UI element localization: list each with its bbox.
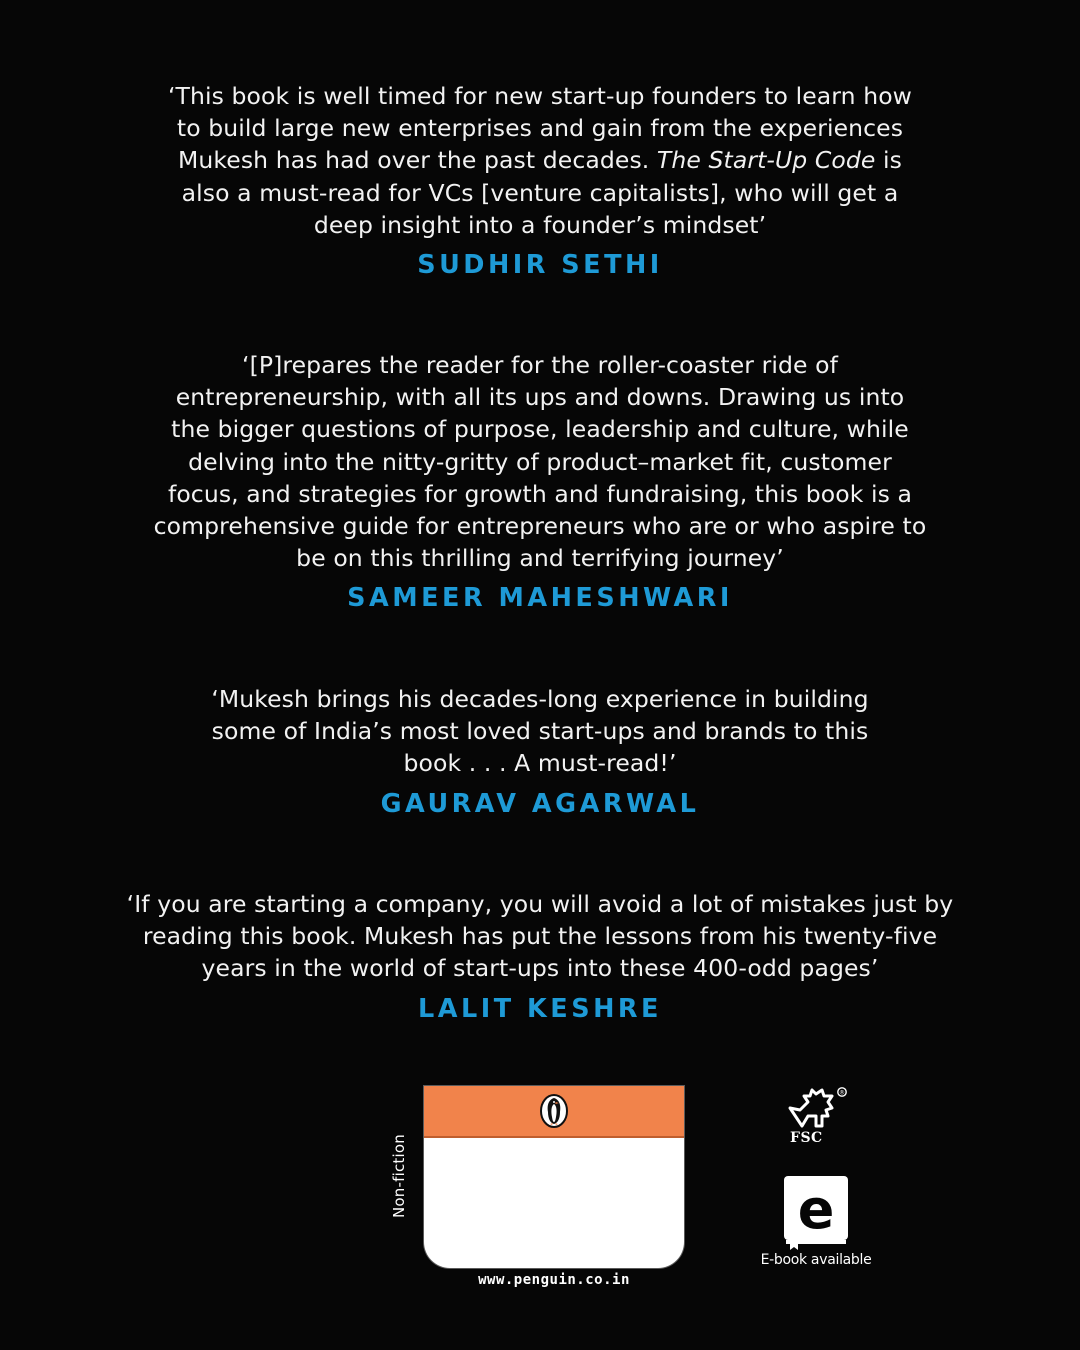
quote-block-4 (0, 888, 1080, 1024)
quote-text: ‘Mukesh brings his decades-long experience in building some of India’s most loved start-ups and brands to this book . . . A must-read!’ (211, 685, 869, 778)
publisher-panel (424, 1086, 684, 1268)
quote-text: ‘[P]repares the reader for the roller-coaster ride of entrepreneurship, with all its ups and downs. Drawing us into the bigger questions of purpose, leadership and culture, while delving into the nitty-gritty of product–market fit, customer focus, and strategies for growth and fundraising, this book is a comprehensive guide for entrepreneurs who are or who aspire to be on this thrilling and terrifying journey’ (153, 351, 927, 573)
quote-block-3 (0, 683, 1080, 819)
quote-text: ‘If you are starting a company, you will avoid a lot of mistakes just by reading this book. Mukesh has put the lessons from his twenty-five years in the world of start-ups into these 400-odd pages’ (126, 890, 954, 983)
quote-text: ‘This book is well timed for new start-up founders to learn how to build large new enterprises and gain from the experiences Mukesh has had over the past decades. The Start-Up Code is also a must-read for VCs [venture capitalists], who will get a deep insight into a founder’s mindset’ (167, 82, 912, 239)
quote-author: GAURAV AGARWAL (380, 788, 700, 819)
publisher-website: www.penguin.co.in (478, 1272, 630, 1288)
quote-block-2 (0, 349, 1080, 613)
penguin-logo-icon (540, 1094, 568, 1128)
quote-author: LALIT KESHRE (418, 993, 662, 1024)
fsc-label: FSC (790, 1130, 823, 1146)
svg-text:®: ® (839, 1089, 845, 1097)
ebook-icon (782, 1174, 850, 1252)
fsc-tree-icon (782, 1086, 848, 1130)
quote-block-1 (0, 80, 1080, 280)
svg-text:e: e (797, 1178, 835, 1241)
genre-label: Non-fiction (390, 1134, 408, 1218)
quote-author: SUDHIR SETHI (417, 250, 663, 281)
book-title: The Start-Up Code (656, 146, 876, 175)
publisher-band (424, 1086, 684, 1138)
ebook-label: E-book available (760, 1252, 872, 1268)
quote-author: SAMEER MAHESHWARI (347, 583, 733, 614)
